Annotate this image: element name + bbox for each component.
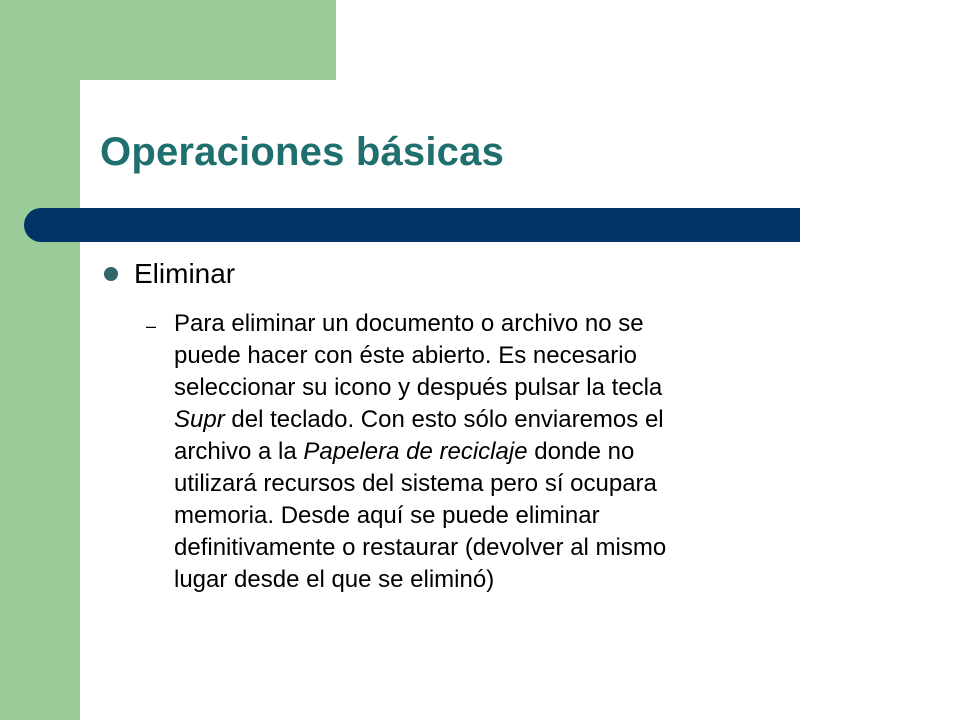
paragraph-line: puede hacer con éste abierto. Es necesario [174,342,637,369]
italic-term-papelera: Papelera de reciclaje [303,438,528,465]
paragraph-line: Supr del teclado. Con esto sólo enviaremos el [174,406,664,433]
paragraph-line: Para eliminar un documento o archivo no se [174,310,644,337]
bullet-label: Eliminar [134,258,236,289]
paragraph-line: memoria. Desde aquí se puede eliminar [174,502,600,529]
paragraph-line: lugar desde el que se eliminó) [174,566,495,593]
bullet-dot-icon [104,267,118,281]
sub-bullet-paragraph [174,308,854,596]
italic-term-supr: Supr [174,406,225,433]
paragraph-line: utilizará recursos del sistema pero sí ocupara [174,470,657,497]
left-green-band [0,0,80,720]
bullet-item-eliminar [104,258,235,290]
paragraph-line: definitivamente o restaurar (devolver al mismo [174,534,667,561]
paragraph-line: archivo a la Papelera de reciclaje donde no [174,438,635,465]
title-underline-bar [24,208,800,242]
sub-bullet-dash-icon: – [146,316,157,336]
top-green-band [0,0,336,80]
slide-title: Operaciones básicas [100,130,505,174]
paragraph-line: seleccionar su icono y después pulsar la tecla [174,374,663,401]
